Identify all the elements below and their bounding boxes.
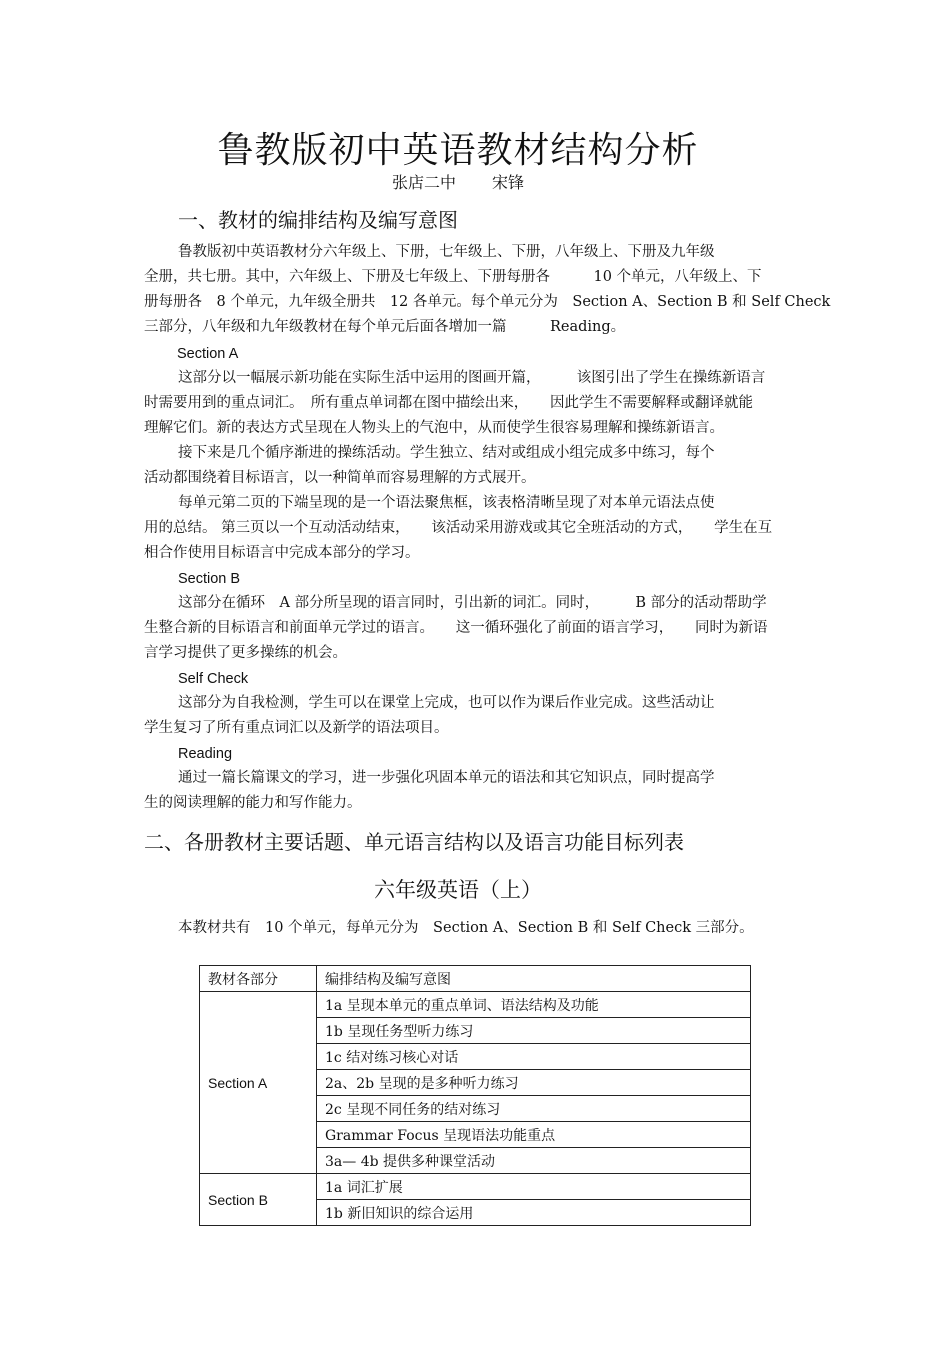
text-line: 相合作使用目标语言中完成本部分的学习。 — [144, 545, 420, 561]
text-line: 册每册各 8 个单元，九年级全册共 12 各单元。每个单元分为 Section A、Section B 和 Self Check — [144, 294, 831, 310]
paragraph-section-a-2 — [144, 441, 809, 491]
section-b-cell: Section B — [200, 1174, 317, 1226]
text-line: 三部分，八年级和九年级教材在每个单元后面各增加一篇 Reading。 — [144, 319, 626, 335]
text-line: 生的阅读理解的能力和写作能力。 — [144, 795, 362, 811]
table-cell: Grammar Focus 呈现语法功能重点 — [317, 1122, 751, 1148]
paragraph-overview — [144, 240, 831, 340]
author-line — [0, 170, 916, 193]
text-line: 这部分以一幅展示新功能在实际生活中运用的图画开篇， 该图引出了学生在操练新语言 — [178, 370, 766, 386]
table-header-cell: 教材各部分 — [200, 966, 317, 992]
document-title: 鲁教版初中英语教材结构分析 — [217, 130, 699, 171]
text-line: 全册，共七册。其中，六年级上、下册及七年级上、下册每册各 10 个单元，八年级上、下 — [144, 269, 762, 285]
table-cell: 3a— 4b 提供多种课堂活动 — [317, 1148, 751, 1174]
structure-table — [199, 965, 751, 1226]
paragraph-reading — [144, 766, 809, 816]
text-line: 鲁教版初中英语教材分六年级上、下册，七年级上、下册，八年级上、下册及九年级 — [178, 244, 715, 260]
text-line: 理解它们。新的表达方式呈现在人物头上的气泡中，从而使学生很容易理解和操练新语言。 — [144, 420, 724, 436]
text-line: 这部分为自我检测，学生可以在课堂上完成，也可以作为课后作业完成。这些活动让 — [178, 695, 715, 711]
self-check-label: Self Check — [178, 671, 249, 687]
text-line: 言学习提供了更多操练的机会。 — [144, 645, 347, 661]
table-cell: 1c 结对练习核心对话 — [317, 1044, 751, 1070]
text-line: 学生复习了所有重点词汇以及新学的语法项目。 — [144, 720, 449, 736]
heading-structure: 一、教材的编排结构及编写意图 — [178, 208, 458, 232]
table-cell: 1b 新旧知识的综合运用 — [317, 1200, 751, 1226]
table-cell: 1b 呈现任务型听力练习 — [317, 1018, 751, 1044]
text-line: 用的总结。 第三页以一个互动活动结束， 该活动采用游戏或其它全班活动的方式， 学生在互 — [144, 520, 773, 536]
section-a-label: Section A — [177, 346, 239, 362]
text-line: 通过一篇长篇课文的学习，进一步强化巩固本单元的语法和其它知识点，同时提高学 — [178, 770, 715, 786]
text-line: 活动都围绕着目标语言，以一种简单而容易理解的方式展开。 — [144, 470, 536, 486]
text-line: 这部分在循环 A 部分所呈现的语言同时，引出新的词汇。同时， B 部分的活动帮助学 — [178, 595, 767, 611]
author-name: 宋锋 — [492, 173, 525, 192]
text-line: 接下来是几个循序渐进的操练活动。学生独立、结对或组成小组完成多中练习，每个 — [178, 445, 715, 461]
table-header-cell: 编排结构及编写意图 — [317, 966, 751, 992]
paragraph-section-a-1 — [144, 366, 809, 441]
table-cell: 2a、2b 呈现的是多种听力练习 — [317, 1070, 751, 1096]
heading-topics-list: 二、各册教材主要话题、单元语言结构以及语言功能目标列表 — [144, 830, 684, 854]
heading-grade-six: 六年级英语（上） — [374, 878, 542, 902]
text-line: 生整合新的目标语言和前面单元学过的语言。 这一循环强化了前面的语言学习， 同时为新语 — [144, 620, 768, 636]
paragraph-section-a-3 — [144, 491, 809, 566]
table-cell: 1a 呈现本单元的重点单词、语法结构及功能 — [317, 992, 751, 1018]
paragraph-section-b — [144, 591, 809, 666]
reading-label: Reading — [178, 746, 233, 762]
intro-text: 本教材共有 10 个单元，每单元分为 Section A、Section B 和 Self Check 三部分。 — [178, 920, 754, 936]
table-row — [200, 1174, 751, 1200]
table-cell: 1a 词汇扩展 — [317, 1174, 751, 1200]
paragraph-self-check — [144, 691, 809, 741]
table-row — [200, 992, 751, 1018]
table-cell: 2c 呈现不同任务的结对练习 — [317, 1096, 751, 1122]
text-line: 每单元第二页的下端呈现的是一个语法聚焦框，该表格清晰呈现了对本单元语法点使 — [178, 495, 715, 511]
section-b-label: Section B — [178, 571, 241, 587]
table-header-row — [200, 966, 751, 992]
section-a-cell: Section A — [200, 992, 317, 1174]
author-school: 张店二中 — [391, 173, 456, 192]
text-line: 时需要用到的重点词汇。 所有重点单词都在图中描绘出来， 因此学生不需要解释或翻译就能 — [144, 395, 753, 411]
